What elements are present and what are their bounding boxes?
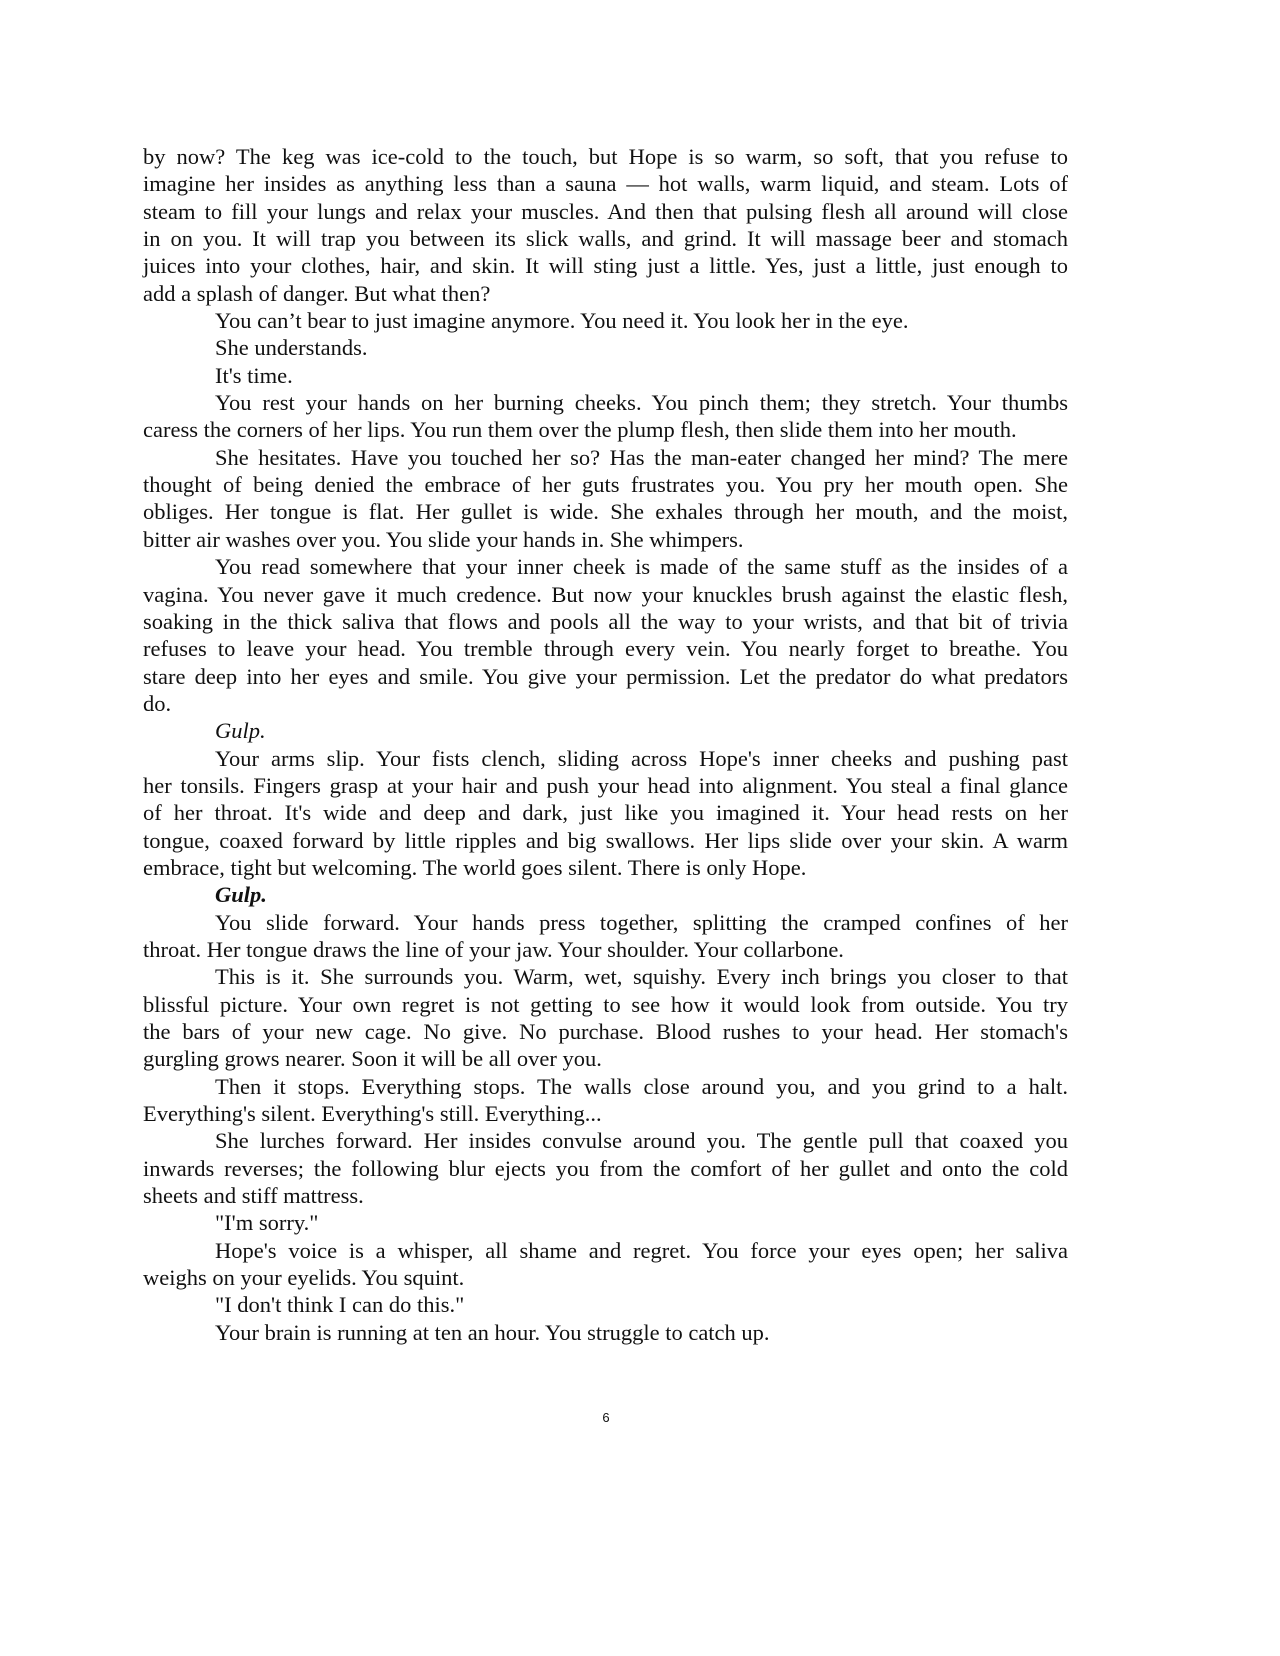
text-line: Gulp. bbox=[215, 882, 267, 908]
text-line: embrace, tight but welcoming. The world goes silent. There is only Hope. bbox=[143, 854, 807, 880]
text-line: tongue, coaxed forward by little ripples and big swallows. Her lips slide over your skin. A warm bbox=[143, 827, 1068, 853]
paragraph bbox=[143, 963, 1068, 1072]
text-line: She understands. bbox=[215, 335, 368, 361]
paragraph bbox=[143, 1073, 1068, 1128]
paragraph bbox=[143, 553, 1068, 717]
paragraph bbox=[143, 1127, 1068, 1209]
text-line: Hope's voice is a whisper, all shame and regret. You force your eyes open; her saliva bbox=[215, 1237, 1068, 1263]
text-line: juices into your clothes, hair, and skin. It will sting just a little. Yes, just a little, just enough to bbox=[143, 253, 1068, 279]
paragraph bbox=[143, 1237, 1068, 1292]
paragraph bbox=[143, 909, 1068, 964]
paragraph bbox=[143, 444, 1068, 553]
text-line: refuses to leave your head. You tremble through every vein. You nearly forget to breathe. You bbox=[143, 636, 1068, 662]
text-line: her tonsils. Fingers grasp at your hair and push your head into alignment. You steal a final glance bbox=[143, 772, 1068, 798]
text-line: throat. Her tongue draws the line of your jaw. Your shoulder. Your collarbone. bbox=[143, 936, 844, 962]
text-line: You can’t bear to just imagine anymore. You need it. You look her in the eye. bbox=[215, 308, 909, 334]
paragraph bbox=[143, 362, 1068, 389]
text-line: of her throat. It's wide and deep and dark, just like you imagined it. Your head rests on her bbox=[143, 800, 1068, 826]
text-line: weighs on your eyelids. You squint. bbox=[143, 1265, 465, 1291]
paragraph bbox=[143, 389, 1068, 444]
paragraph bbox=[143, 1319, 1068, 1346]
text-line: vagina. You never gave it much credence. But now your knuckles brush against the elastic flesh, bbox=[143, 581, 1068, 607]
text-line: Your arms slip. Your fists clench, sliding across Hope's inner cheeks and pushing past bbox=[215, 745, 1068, 771]
text-line: caress the corners of her lips. You run them over the plump flesh, then slide them into her mouth. bbox=[143, 417, 1017, 443]
text-line: You read somewhere that your inner cheek is made of the same stuff as the insides of a bbox=[215, 554, 1068, 580]
text-line: in on you. It will trap you between its slick walls, and grind. It will massage beer and stomach bbox=[143, 226, 1068, 252]
text-line: "I don't think I can do this." bbox=[215, 1292, 465, 1318]
text-line: stare deep into her eyes and smile. You give your permission. Let the predator do what predators bbox=[143, 663, 1068, 689]
text-line: "I'm sorry." bbox=[215, 1210, 319, 1236]
text-line: blissful picture. Your own regret is not getting to see how it would look from outside. You try bbox=[143, 991, 1068, 1017]
text-line: You slide forward. Your hands press together, splitting the cramped confines of her bbox=[215, 909, 1068, 935]
text-line: Your brain is running at ten an hour. You struggle to catch up. bbox=[215, 1319, 770, 1345]
text-line: She lurches forward. Her insides convulse around you. The gentle pull that coaxed you bbox=[215, 1128, 1068, 1154]
paragraph bbox=[143, 307, 1068, 334]
text-line: bitter air washes over you. You slide your hands in. She whimpers. bbox=[143, 526, 744, 552]
text-line: soaking in the thick saliva that flows and pools all the way to your wrists, and that bit of trivia bbox=[143, 608, 1068, 634]
paragraph bbox=[143, 1209, 1068, 1236]
paragraph bbox=[143, 1291, 1068, 1318]
text-line: inwards reverses; the following blur ejects you from the comfort of her gullet and onto the cold bbox=[143, 1155, 1068, 1181]
paragraph bbox=[143, 881, 1068, 908]
text-line: Everything's silent. Everything's still. Everything... bbox=[143, 1101, 602, 1127]
text-line: sheets and stiff mattress. bbox=[143, 1183, 364, 1209]
paragraph bbox=[143, 334, 1068, 361]
text-line: You rest your hands on her burning cheeks. You pinch them; they stretch. Your thumbs bbox=[215, 390, 1068, 416]
text-line: obliges. Her tongue is flat. Her gullet is wide. She exhales through her mouth, and the moist, bbox=[143, 499, 1068, 525]
text-line: thought of being denied the embrace of her guts frustrates you. You pry her mouth open. She bbox=[143, 472, 1068, 498]
text-line: by now? The keg was ice-cold to the touch, but Hope is so warm, so soft, that you refuse to bbox=[143, 144, 1068, 169]
page-number: 6 bbox=[602, 1410, 610, 1425]
text-line: It's time. bbox=[215, 362, 293, 388]
text-line: do. bbox=[143, 690, 172, 716]
text-line: add a splash of danger. But what then? bbox=[143, 280, 491, 306]
text-line: gurgling grows nearer. Soon it will be all over you. bbox=[143, 1046, 602, 1072]
text-line: imagine her insides as anything less than a sauna — hot walls, warm liquid, and steam. Lots of bbox=[143, 171, 1068, 197]
text-line: This is it. She surrounds you. Warm, wet, squishy. Every inch brings you closer to that bbox=[215, 964, 1068, 990]
body-text bbox=[143, 143, 1068, 1346]
paragraph bbox=[143, 745, 1068, 882]
paragraph bbox=[143, 717, 1068, 744]
text-line: steam to fill your lungs and relax your muscles. And then that pulsing flesh all around will close bbox=[143, 198, 1068, 224]
paragraph bbox=[143, 143, 1068, 307]
text-line: the bars of your new cage. No give. No purchase. Blood rushes to your head. Her stomach's bbox=[143, 1019, 1068, 1044]
text-line: Gulp. bbox=[215, 718, 266, 744]
text-line: Then it stops. Everything stops. The walls close around you, and you grind to a halt. bbox=[215, 1073, 1068, 1099]
text-line: She hesitates. Have you touched her so? Has the man-eater changed her mind? The mere bbox=[215, 444, 1068, 470]
